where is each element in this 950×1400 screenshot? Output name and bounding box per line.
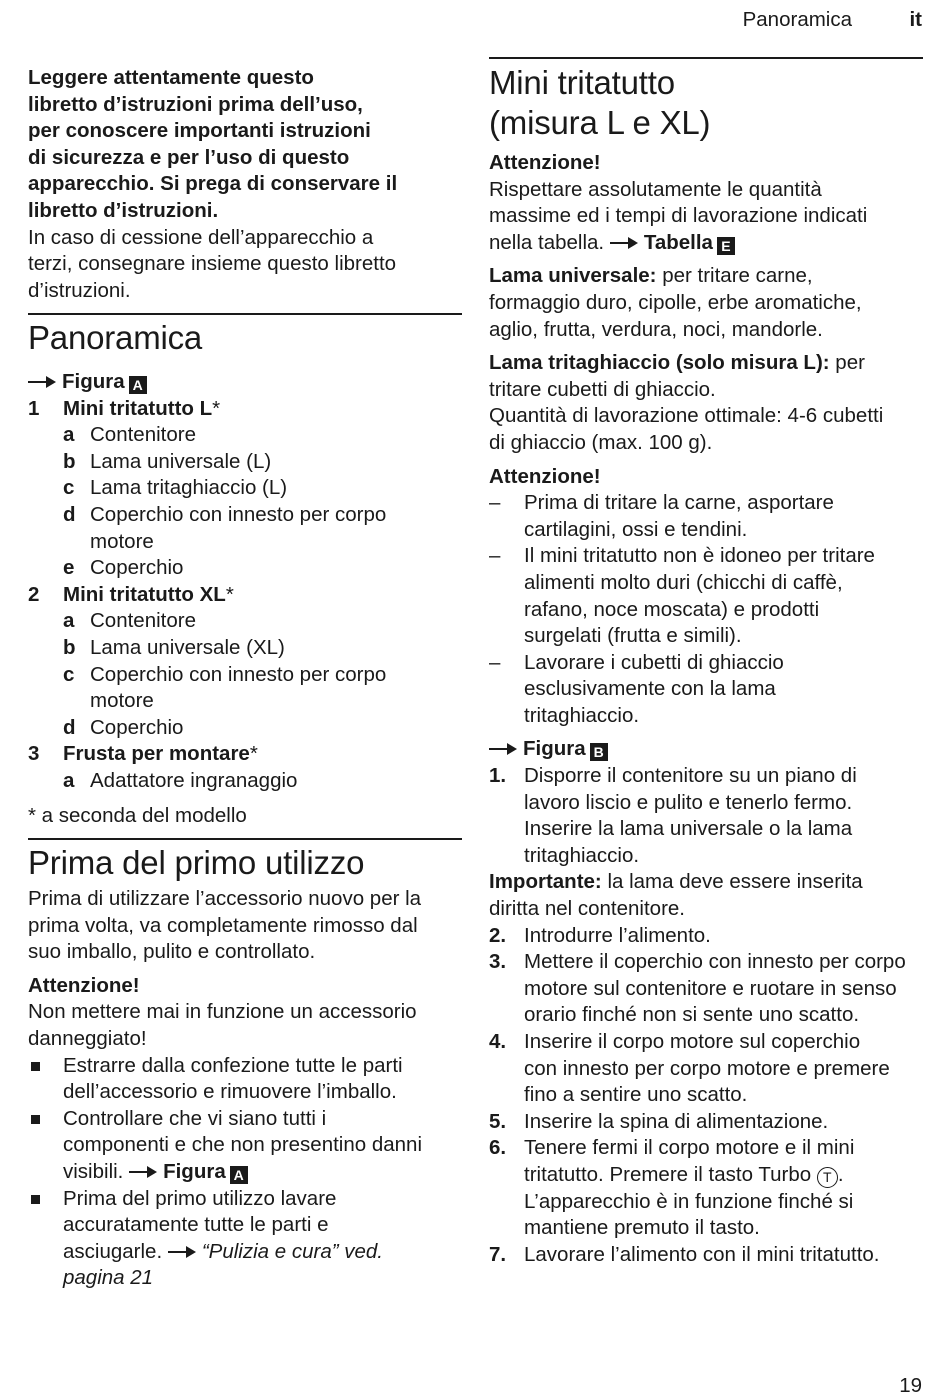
section-rule: [28, 313, 462, 315]
square-bullet-icon: [31, 1115, 40, 1124]
first-use-text: Prima di utilizzare l’accessorio nuovo per la prima volta, va completamente rimosso dal suo imballo, pulito e controllato.: [28, 887, 422, 964]
sub-item: a Contenitore: [63, 609, 196, 633]
step-item: 2. Introdurre l’alimento.: [489, 923, 711, 947]
arrow-right-icon: [168, 1245, 196, 1259]
step-item: 4. Inserire il corpo motore sul coperchio con innesto per corpo motore e premere fino a sentire uno scatto.: [489, 1030, 890, 1107]
attention-heading: Attenzione!: [489, 151, 601, 174]
important-note: Importante: la lama deve essere inserita diritta nel contenitore.: [489, 870, 863, 921]
intro-text: In caso di cessione dell’apparecchio a terzi, consegnare insieme questo libretto d’istruzioni.: [28, 225, 397, 302]
mini-chopper-title: Mini tritatutto (misura L e XL): [489, 64, 711, 141]
sub-item: d Coperchio con innesto per corpo motore: [63, 502, 387, 553]
bullet-item: Controllare che vi siano tutti i componenti e che non presentino danni visibili. Figura A: [28, 1106, 462, 1186]
dash-item: – Prima di tritare la carne, asportare cartilagini, ossi e tendini.: [489, 491, 834, 541]
sub-item: c Coperchio con innesto per corpo motore: [63, 662, 387, 713]
bullet-item: Estrarre dalla confezione tutte le parti dell’accessorio e rimuovere l’imballo.: [28, 1053, 462, 1106]
bullet-item: Prima del primo utilizzo lavare accuratamente tutte le parti e asciugarle. “Pulizia e cura” ved. pagina 21: [28, 1186, 462, 1292]
first-use-title: Prima del primo utilizzo: [28, 844, 365, 881]
arrow-right-icon: [489, 742, 517, 756]
arrow-right-icon: [610, 236, 638, 250]
page-number: 19: [899, 1374, 922, 1397]
header-language: it: [909, 8, 922, 31]
list-item: 2 Mini tritatutto XL*: [28, 582, 234, 606]
attention-text: Rispettare assolutamente le quantità massime ed i tempi di lavorazione indicati nella tabella. Tabella E: [489, 177, 868, 254]
figure-letter-badge: A: [129, 376, 147, 394]
universal-blade-text: Lama universale: per tritare carne, formaggio duro, cipolle, erbe aromatiche, aglio, frutta, verdura, noci, mandorle.: [489, 264, 862, 341]
intro-bold: Leggere attentamente questo libretto d’istruzioni prima dell’uso, per conoscere importanti istruzioni di sicurezza e per l’uso di questo apparecchio. Si prega di conservare il libretto d’istruzioni.: [28, 66, 398, 222]
step-item: 6. Tenere fermi il corpo motore e il mini tritatutto. Premere il tasto Turbo T . L’apparecchio è in funzione finché si mantiene premuto il tasto.: [489, 1136, 855, 1240]
square-bullet-icon: [31, 1195, 40, 1204]
table-letter-badge: E: [717, 237, 735, 255]
attention-heading: Attenzione!: [28, 973, 140, 997]
arrow-right-icon: [129, 1165, 157, 1179]
list-item: 3 Frusta per montare*: [28, 742, 258, 766]
square-bullet-icon: [31, 1062, 40, 1071]
footnote: * a seconda del modello: [28, 803, 247, 827]
sub-item: e Coperchio: [63, 556, 184, 580]
sub-item: a Adattatore ingranaggio: [63, 768, 298, 792]
header-rule: [489, 57, 923, 59]
dash-item: – Il mini tritatutto non è idoneo per tritare alimenti molto duri (chicchi di caffè, rafano, noce moscata) e prodotti surgelati (frutta e simili).: [489, 544, 875, 648]
attention-text: Non mettere mai in funzione un accessorio danneggiato!: [28, 1000, 417, 1050]
figure-ref-a-link[interactable]: Figura A: [129, 1160, 248, 1183]
overview-title: Panoramica: [28, 319, 203, 356]
step-item: 3. Mettere il coperchio con innesto per corpo motore sul contenitore e ruotare in senso orario finché non si sente uno scatto.: [489, 950, 906, 1027]
sub-item: a Contenitore: [63, 423, 196, 447]
attention-heading: Attenzione!: [489, 464, 601, 488]
arrow-right-icon: [28, 375, 56, 389]
sub-item: c Lama tritaghiaccio (L): [63, 476, 288, 500]
ice-blade-text: Lama tritaghiaccio (solo misura L): per tritare cubetti di ghiaccio. Quantità di lavorazione ottimale: 4-6 cubetti di ghiaccio (max. 100 g).: [489, 351, 884, 454]
step-item: 7. Lavorare l’alimento con il mini tritatutto.: [489, 1242, 880, 1266]
header-section: Panoramica: [742, 8, 852, 31]
figure-letter-badge: A: [230, 1166, 248, 1184]
figure-letter-badge: B: [590, 743, 608, 761]
turbo-button-icon: T: [817, 1167, 838, 1188]
figure-ref-a[interactable]: Figura A: [28, 369, 462, 396]
step-item: 1. Disporre il contenitore su un piano di lavoro liscio e pulito e tenerlo fermo. Inserire la lama universale o la lama tritaghiaccio.: [489, 764, 857, 867]
list-item: 1 Mini tritatutto L*: [28, 396, 221, 420]
table-ref-e[interactable]: Tabella E: [610, 231, 735, 254]
figure-ref-b[interactable]: Figura B: [489, 736, 923, 763]
sub-item: b Lama universale (XL): [63, 635, 285, 659]
dash-item: – Lavorare i cubetti di ghiaccio esclusivamente con la lama tritaghiaccio.: [489, 650, 784, 727]
page-header: [0, 5, 950, 35]
cleaning-page-link[interactable]: “Pulizia e cura” ved. pagina 21: [63, 1239, 384, 1290]
sub-item: d Coperchio: [63, 715, 184, 739]
section-rule: [28, 838, 462, 840]
step-item: 5. Inserire la spina di alimentazione.: [489, 1109, 829, 1133]
sub-item: b Lama universale (L): [63, 449, 272, 473]
